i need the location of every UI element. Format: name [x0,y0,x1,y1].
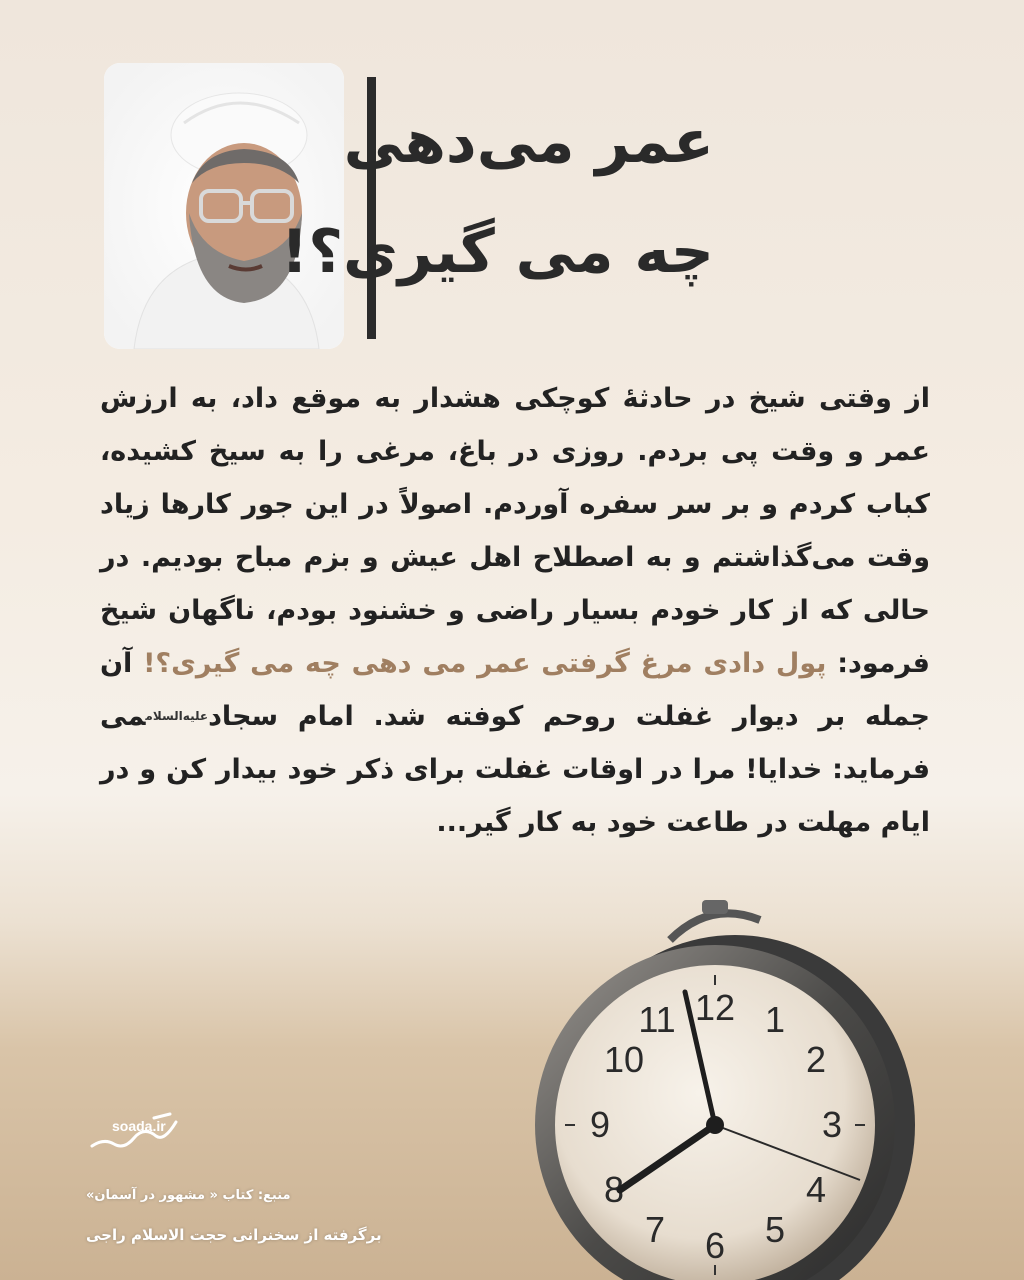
story-part-1: از وقتی شیخ در حادثهٔ کوچکی هشدار به موقع داد، به ارزش عمر و وقت پی بردم. روزی در باغ، مرغی را به سیخ کشیده، کباب کردم و بر سر سفره آوردم. اصولاً در این جور کارها زیاد وقت می‌گذاشتم و به اصطلاح اهل عیش و بزم مباح بودیم. در حالی که از کار خودم بسیار راضی و خشنود بودم، ناگهان شیخ فرمود: [100,383,930,679]
speaker-portrait [104,63,344,349]
title-line-2: چه می گیری؟! [280,217,714,287]
clock-number-9: 9 [589,1104,611,1145]
clock-number-12: 12 [694,987,736,1028]
clock-number-5: 5 [764,1209,786,1250]
clock-number-3: 3 [821,1104,843,1145]
source-note: منبع: کتاب « مشهور در آسمان» [86,1188,291,1203]
credit-note: برگرفته از سخنرانی حجت الاسلام راجی [86,1226,382,1244]
story-part-2: آن جمله بر دیوار غفلت روحم کوفته شد. امام سجاد [100,648,930,732]
honorific-glyph: علیه‌السلام [145,709,209,723]
clock-number-11: 11 [638,999,676,1040]
story-paragraph [100,372,930,849]
portrait-photo [104,63,344,349]
clock-number-4: 4 [805,1169,827,1210]
highlighted-quote: پول دادی مرغ گرفتی عمر می دهی چه می گیری؟! [143,648,827,679]
clock-number-8: 8 [603,1169,625,1210]
logo-url: soada.ir [112,1118,166,1134]
clock-number-1: 1 [764,999,786,1040]
clock-number-7: 7 [644,1209,666,1250]
alarm-clock-icon [520,880,920,1280]
story-part-3: می فرماید: خدایا! مرا در اوقات غفلت برای ذکر خود بیدار کن و در ایام مهلت در طاعت خود به کار گیر... [100,701,930,838]
clock-number-6: 6 [704,1225,726,1266]
title-line-1: عمر می‌دهی [343,107,714,177]
clock-number-10: 10 [603,1039,645,1080]
clock-number-2: 2 [805,1039,827,1080]
